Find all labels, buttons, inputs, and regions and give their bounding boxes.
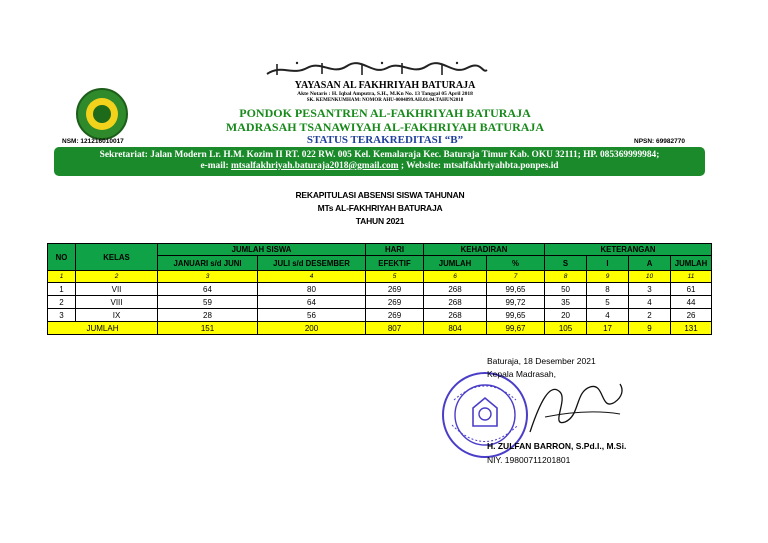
header-ket-jumlah: JUMLAH bbox=[671, 256, 712, 271]
signature-date: Baturaja, 18 Desember 2021 bbox=[487, 356, 596, 366]
col-number: 4 bbox=[258, 271, 366, 283]
report-title: REKAPITULASI ABSENSI SISWA TAHUNAN bbox=[295, 190, 465, 200]
accreditation-status: STATUS TERAKREDITASI “B” bbox=[306, 134, 464, 146]
header-keterangan: KETERANGAN bbox=[545, 244, 712, 256]
cell-i: 5 bbox=[587, 296, 629, 309]
address-banner bbox=[54, 147, 705, 176]
col-number: 5 bbox=[366, 271, 424, 283]
cell-hadir: 268 bbox=[424, 296, 487, 309]
cell-hadir: 268 bbox=[424, 309, 487, 322]
cell-hari: 269 bbox=[366, 296, 424, 309]
total-jan-jun: 151 bbox=[158, 322, 258, 335]
website-label: ; Website: bbox=[398, 161, 444, 171]
table-row bbox=[48, 283, 712, 296]
header-jumlah-hadir: JUMLAH bbox=[424, 256, 487, 271]
col-number: 9 bbox=[587, 271, 629, 283]
total-label: JUMLAH bbox=[48, 322, 158, 335]
col-number: 1 bbox=[48, 271, 76, 283]
cell-no: 3 bbox=[48, 309, 76, 322]
cell-a: 3 bbox=[629, 283, 671, 296]
handwritten-signature bbox=[520, 372, 630, 452]
header-efektif: EFEKTIF bbox=[366, 256, 424, 271]
cell-hari: 269 bbox=[366, 283, 424, 296]
cell-i: 4 bbox=[587, 309, 629, 322]
npsn-number: NPSN: 69982770 bbox=[634, 138, 685, 145]
total-persen: 99,67 bbox=[487, 322, 545, 335]
sk-number: SK. KEMENKUMHAM: NOMOR AHU-0004899.AH.01.04.TAHUN2018 bbox=[306, 98, 464, 103]
total-jumlah: 131 bbox=[671, 322, 712, 335]
total-hadir: 804 bbox=[424, 322, 487, 335]
col-number: 7 bbox=[487, 271, 545, 283]
total-s: 105 bbox=[545, 322, 587, 335]
school-logo bbox=[76, 88, 128, 140]
madrasah-name: MADRASAH TSANAWIYAH AL-FAKHRIYAH BATURAJA bbox=[225, 120, 545, 134]
header-sakit: S bbox=[545, 256, 587, 271]
header-izin: I bbox=[587, 256, 629, 271]
signature-role: Kepala Madrasah, bbox=[487, 369, 556, 379]
header-kehadiran: KEHADIRAN bbox=[424, 244, 545, 256]
cell-s: 50 bbox=[545, 283, 587, 296]
email-link[interactable]: mtsalfakhriyah.baturaja2018@gmail.com bbox=[230, 161, 399, 171]
email-label: e-mail: bbox=[200, 161, 231, 171]
header-no: NO bbox=[48, 244, 76, 271]
cell-a: 4 bbox=[629, 296, 671, 309]
address-text: Sekretariat: Jalan Modern Lr. H.M. Kozim II RT. 022 RW. 005 Kel. Kemalaraja Kec. Baturaja Timur Kab. OKU 32111; HP. 085369999984; bbox=[99, 150, 660, 160]
table-row bbox=[48, 296, 712, 309]
col-number: 11 bbox=[671, 271, 712, 283]
total-hari: 807 bbox=[366, 322, 424, 335]
cell-no: 2 bbox=[48, 296, 76, 309]
col-number: 8 bbox=[545, 271, 587, 283]
contact-line bbox=[54, 161, 705, 172]
cell-jul-des: 80 bbox=[258, 283, 366, 296]
col-number: 6 bbox=[424, 271, 487, 283]
cell-no: 1 bbox=[48, 283, 76, 296]
header-alpa: A bbox=[629, 256, 671, 271]
attendance-table bbox=[47, 243, 712, 335]
cell-s: 35 bbox=[545, 296, 587, 309]
header-hari: HARI bbox=[366, 244, 424, 256]
header-jumlah-siswa: JUMLAH SISWA bbox=[158, 244, 366, 256]
cell-jul-des: 56 bbox=[258, 309, 366, 322]
cell-hari: 269 bbox=[366, 309, 424, 322]
total-row bbox=[48, 322, 712, 335]
foundation-name: YAYASAN AL FAKHRIYAH BATURAJA bbox=[294, 80, 476, 91]
cell-jumlah: 61 bbox=[671, 283, 712, 296]
cell-jan-jun: 59 bbox=[158, 296, 258, 309]
cell-persen: 99,72 bbox=[487, 296, 545, 309]
pesantren-name: PONDOK PESANTREN AL-FAKHRIYAH BATURAJA bbox=[239, 106, 531, 120]
cell-jumlah: 26 bbox=[671, 309, 712, 322]
header-januari-juni: JANUARI s/d JUNI bbox=[158, 256, 258, 271]
total-jul-des: 200 bbox=[258, 322, 366, 335]
total-a: 9 bbox=[629, 322, 671, 335]
cell-s: 20 bbox=[545, 309, 587, 322]
header-juli-desember: JULI s/d DESEMBER bbox=[258, 256, 366, 271]
header-kelas: KELAS bbox=[76, 244, 158, 271]
total-i: 17 bbox=[587, 322, 629, 335]
cell-a: 2 bbox=[629, 309, 671, 322]
cell-jan-jun: 64 bbox=[158, 283, 258, 296]
col-number: 3 bbox=[158, 271, 258, 283]
cell-kelas: VII bbox=[76, 283, 158, 296]
cell-hadir: 268 bbox=[424, 283, 487, 296]
signatory-nip: NIY. 19800711201801 bbox=[487, 455, 571, 465]
cell-jan-jun: 28 bbox=[158, 309, 258, 322]
cell-jul-des: 64 bbox=[258, 296, 366, 309]
notary-deed: Akte Notaris : H. Iqbal Amputra, S.H., M.Kn No. 13 Tanggal 05 April 2018 bbox=[297, 91, 473, 97]
report-school: MTs AL-FAKHRIYAH BATURAJA bbox=[317, 203, 443, 213]
cell-kelas: VIII bbox=[76, 296, 158, 309]
cell-persen: 99,65 bbox=[487, 309, 545, 322]
signatory-name: H. ZULFAN BARRON, S.Pd.I., M.Si. bbox=[487, 441, 627, 451]
header-persen: % bbox=[487, 256, 545, 271]
col-number: 2 bbox=[76, 271, 158, 283]
nsm-number: NSM: 121216010017 bbox=[62, 138, 124, 145]
report-year: TAHUN 2021 bbox=[355, 216, 405, 226]
cell-i: 8 bbox=[587, 283, 629, 296]
column-number-row bbox=[48, 271, 712, 283]
arabic-calligraphy-logo bbox=[262, 60, 492, 80]
col-number: 10 bbox=[629, 271, 671, 283]
cell-jumlah: 44 bbox=[671, 296, 712, 309]
cell-kelas: IX bbox=[76, 309, 158, 322]
cell-persen: 99,65 bbox=[487, 283, 545, 296]
table-row bbox=[48, 309, 712, 322]
website-text: mtsalfakhriyahbta.ponpes.id bbox=[443, 161, 559, 171]
